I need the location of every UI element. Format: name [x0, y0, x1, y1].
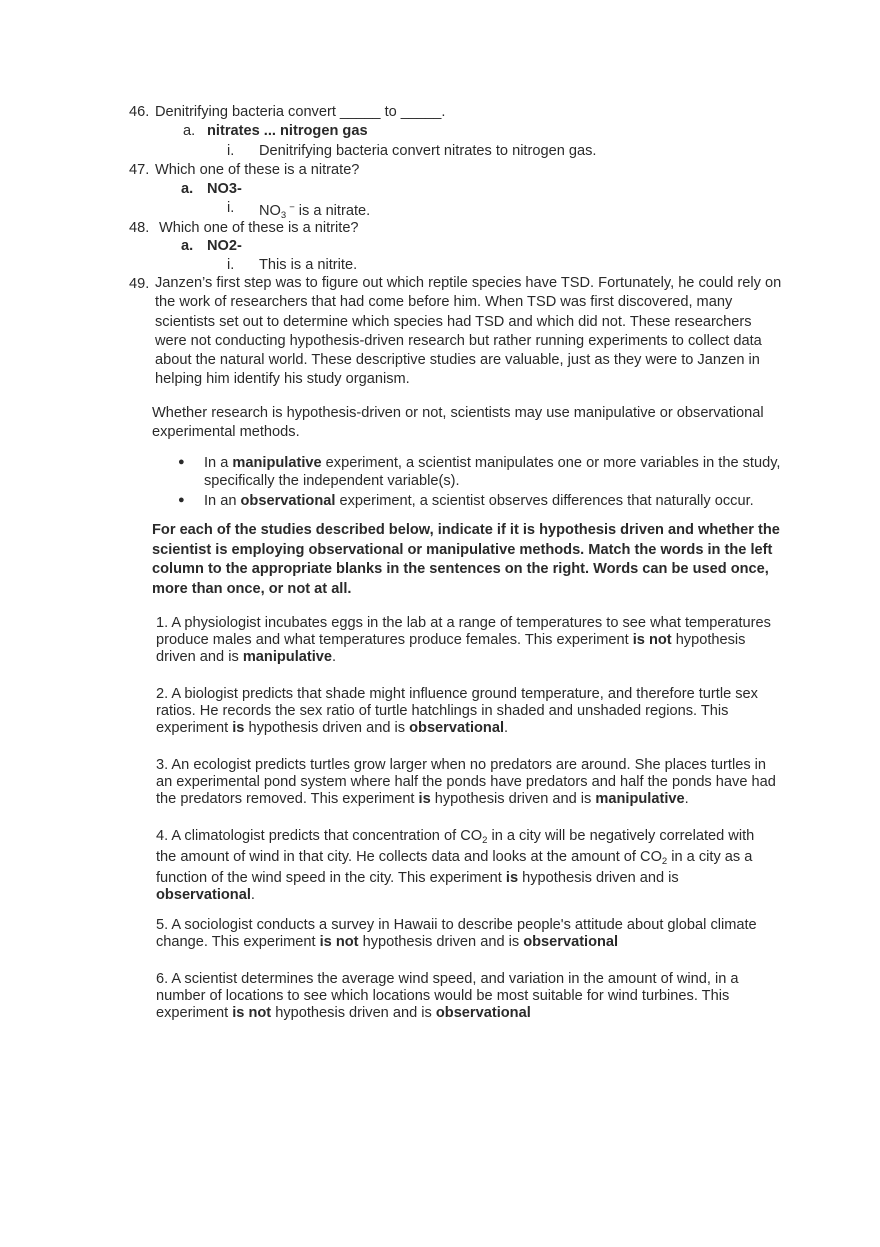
study-1: 1. A physiologist incubates eggs in the lab at a range of temperatures to see what temperatures produce males and what temperatures produce females. This experiment is not hypothesis driven and is manipulative. [156, 615, 771, 665]
study-2: 2. A biologist predicts that shade might influence ground temperature, and therefore turtle sex ratios. He records the sex ratio of turtle hatchlings in shaded and unshaded regions. This experiment is hypothesis driven and is observational. [156, 686, 758, 736]
question-number: 46. [129, 104, 150, 120]
question-number: 48. [129, 220, 150, 236]
explanation-47 [227, 199, 371, 221]
explanation-text: $NO_3^-$ is a nitrate. [259, 202, 371, 221]
answer-48 [181, 237, 242, 255]
explanation-48 [227, 256, 358, 274]
question-49-text: Janzen’s first step was to figure out which reptile species have TSD. Fortunately, he could rely on the work of researchers that had come before him. When TSD was first discovered, many scientists set out to determine which species had TSD and which did not. These researchers were not conducting hypothesis-driven research but rather running experiments to collect data about the natural world. These descriptive studies are valuable, just as they were to Janzen in helping him identify his study organism. [155, 275, 782, 388]
answer-text: nitrates ... nitrogen gas [207, 123, 368, 139]
explanation-label: i. [227, 257, 235, 273]
answer-text: NO3- [207, 181, 242, 197]
explanation-text: Denitrifying bacteria convert nitrates to nitrogen gas. [259, 143, 597, 159]
answer-46 [183, 122, 368, 140]
study-4: 4. A climatologist predicts that concentration of $CO_2$ in a city will be negatively correlated with the amount of wind in that city. He collects data and looks at the amount of $CO_2$ in a city as a function of the wind speed in the city. This experiment is hypothesis driven and is observational. [156, 828, 755, 903]
question-46 [129, 103, 446, 121]
question-48 [129, 219, 359, 237]
bullet-icon: ● [178, 494, 185, 506]
question-text: Denitrifying bacteria convert _____ to _____. [155, 104, 446, 120]
question-text: Which one of these is a nitrate? [155, 162, 360, 178]
answer-label: a. [181, 238, 194, 254]
question-number: 47. [129, 162, 150, 178]
study-3: 3. An ecologist predicts turtles grow larger when no predators are around. She places turtles in an experimental pond system where half the ponds have predators and half the ponds have had the predators removed. This experiment is hypothesis driven and is manipulative. [156, 757, 776, 807]
answer-label: a. [183, 123, 196, 139]
answer-47 [181, 180, 242, 198]
question-47 [129, 161, 360, 179]
explanation-text: This is a nitrite. [259, 257, 358, 273]
answer-text: NO2- [207, 238, 242, 254]
question-number-49: 49. [129, 276, 150, 292]
bullet-observational: In an observational experiment, a scientist observes differences that naturally occur. [204, 493, 754, 509]
methods-paragraph: Whether research is hypothesis-driven or not, scientists may use manipulative or observational experimental methods. [152, 405, 764, 441]
answer-label: a. [181, 181, 194, 197]
study-6: 6. A scientist determines the average wind speed, and variation in the amount of wind, in a number of locations to see which locations would be most suitable for wind turbines. This experiment is not hypothesis driven and is observational [156, 971, 739, 1021]
explanation-46 [227, 142, 597, 160]
study-5: 5. A sociologist conducts a survey in Hawaii to describe people's attitude about global climate change. This experiment is not hypothesis driven and is observational [156, 917, 757, 950]
bullet-manipulative: In a manipulative experiment, a scientist manipulates one or more variables in the study, specifically the independent variable(s). [204, 455, 781, 489]
explanation-label: i. [227, 200, 235, 216]
explanation-label: i. [227, 143, 235, 159]
question-text: Which one of these is a nitrite? [159, 220, 359, 236]
instructions: For each of the studies described below, indicate if it is hypothesis driven and whether the scientist is employing observational or manipulative methods. Match the words in the left column to the appropriate blanks in the sentences on the right. Words can be used once, more than once, or not at all. [152, 522, 780, 597]
bullet-icon: ● [178, 456, 185, 468]
